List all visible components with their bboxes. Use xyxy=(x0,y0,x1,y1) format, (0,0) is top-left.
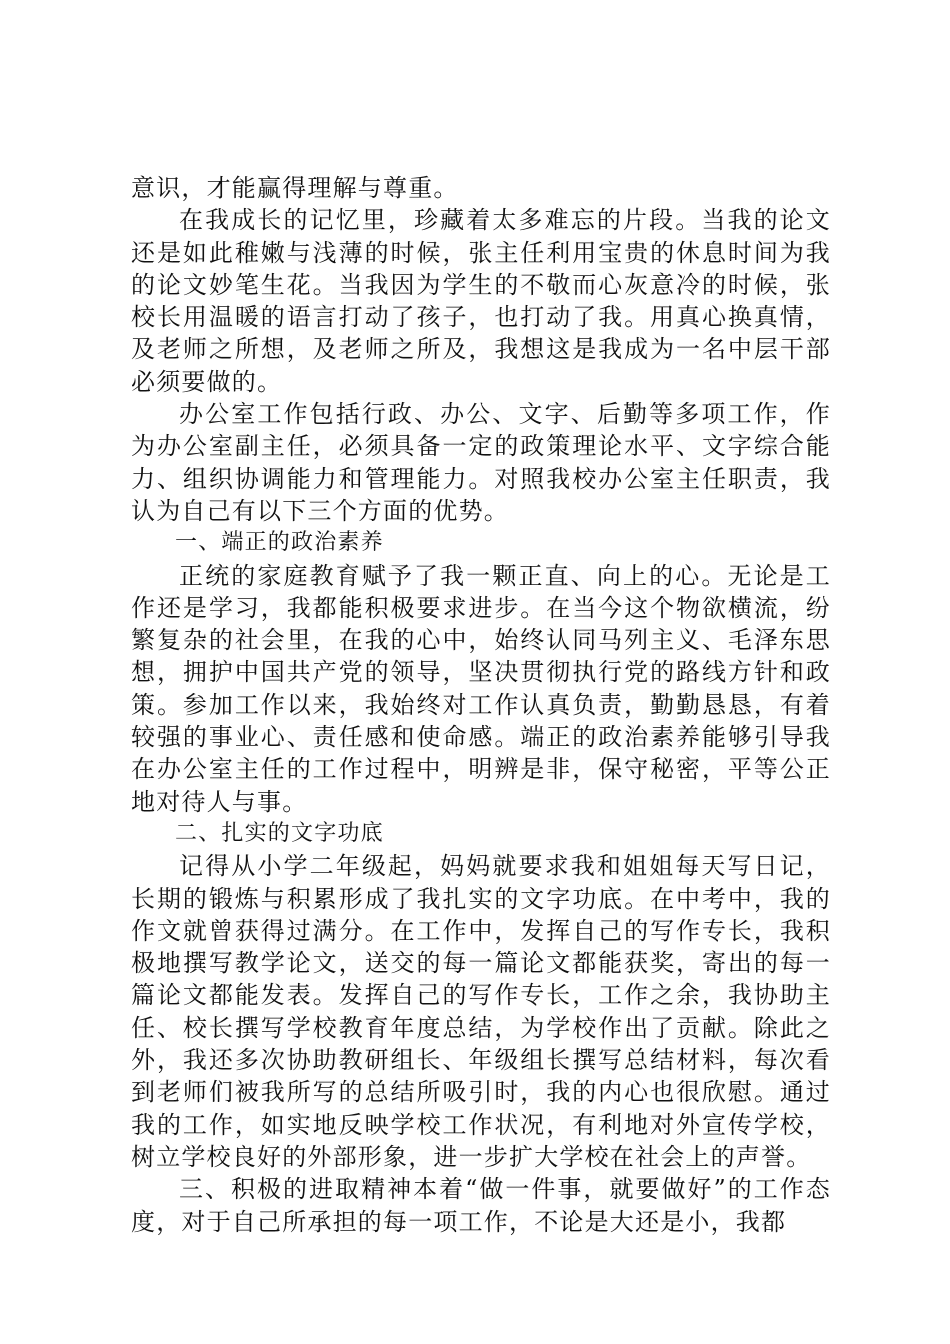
paragraph-enterprising: 三、积极的进取精神本着“做一件事，就要做好”的工作态度，对于自己所承担的每一项工作，不论是大还是小，我都 xyxy=(131,1175,831,1236)
paragraph-writing: 记得从小学二年级起，妈妈就要求我和姐姐每天写日记，长期的锻炼与积累形成了我扎实的文字功底。在中考中，我的作文就曾获得过满分。在工作中，发挥自己的写作专长，我积极地撰写教学论文，送交的每一篇论文都能获奖，寄出的每一篇论文都能发表。发挥自己的写作专长，工作之余，我协助主任、校长撰写学校教育年度总结，为学校作出了贡献。除此之外，我还多次协助教研组长、年级组长撰写总结材料，每次看到老师们被我所写的总结所吸引时，我的内心也很欣慰。通过我的工作，如实地反映学校工作状况，有利地对外宣传学校，树立学校良好的外部形象，进一步扩大学校在社会上的声誉。 xyxy=(131,852,831,1171)
paragraph-continuation: 意识，才能赢得理解与尊重。 xyxy=(131,174,459,202)
paragraph-political: 正统的家庭教育赋予了我一颗正直、向上的心。无论是工作还是学习，我都能积极要求进步。在当今这个物欲横流，纷繁复杂的社会里，在我的心中，始终认同马列主义、毛泽东思想，拥护中国共产党的领导，坚决贯彻执行党的路线方针和政策。参加工作以来，我始终对工作认真负责，勤勤恳恳，有着较强的事业心、责任感和使命感。端正的政治素养能够引导我在办公室主任的工作过程中，明辨是非，保守秘密，平等公正地对待人与事。 xyxy=(131,561,831,816)
section-heading-writing: 二、扎实的文字功底 xyxy=(175,820,384,846)
document-body xyxy=(131,172,831,1238)
paragraph-office-work: 办公室工作包括行政、办公、文字、后勤等多项工作，作为办公室副主任，必须具备一定的政策理论水平、文字综合能力、组织协调能力和管理能力。对照我校办公室主任职责，我认为自己有以下三个方面的优势。 xyxy=(131,400,831,525)
paragraph-memories: 在我成长的记忆里，珍藏着太多难忘的片段。当我的论文还是如此稚嫩与浅薄的时候，张主任利用宝贵的休息时间为我的论文妙笔生花。当我因为学生的不敬而心灰意冷的时候，张校长用温暖的语言打动了孩子，也打动了我。用真心换真情，及老师之所想，及老师之所及，我想这是我成为一名中层干部必须要做的。 xyxy=(131,206,831,396)
section-heading-political: 一、端正的政治素养 xyxy=(175,530,384,556)
